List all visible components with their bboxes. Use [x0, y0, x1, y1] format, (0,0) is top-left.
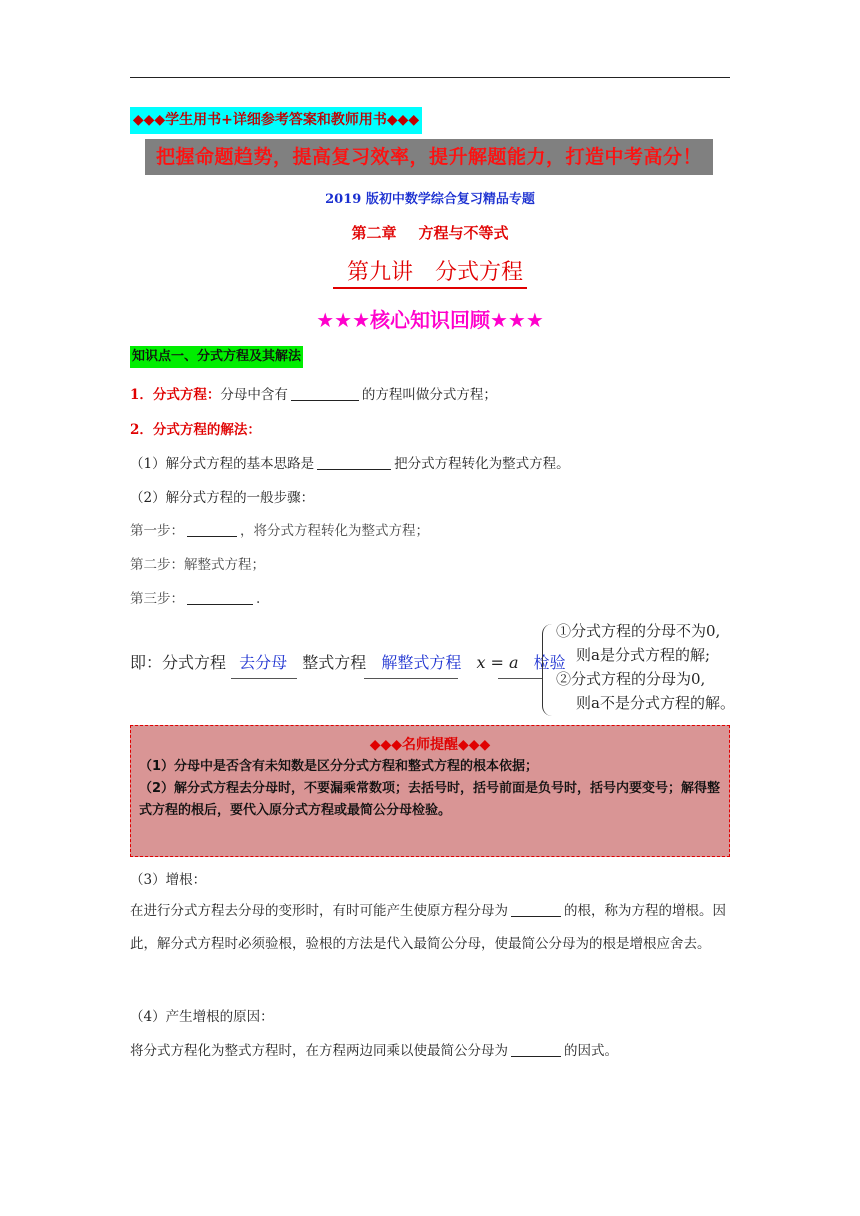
- flow-prefix: 即：分式方程: [130, 653, 227, 672]
- flow-result: x = a: [476, 653, 519, 672]
- lecture-title: 分式方程: [435, 260, 524, 285]
- chapter-title: 方程与不等式: [418, 224, 509, 242]
- fill-blank[interactable]: [511, 902, 561, 917]
- knowledge-point-title: 知识点一、分式方程及其解法: [130, 346, 303, 368]
- flow-arrow-3: [498, 678, 542, 679]
- fill-blank[interactable]: [511, 1042, 561, 1057]
- item-1: 1．分式方程：分母中含有 的方程叫做分式方程；: [130, 387, 497, 403]
- lecture-number: 第九讲: [346, 260, 413, 285]
- sub-item-4: （4）产生增根的原因：: [130, 1009, 274, 1025]
- fill-blank[interactable]: [291, 386, 359, 401]
- chapter-number: 第二章: [351, 224, 397, 242]
- extraneous-root-paragraph: 在进行分式方程去分母的变形时，有时可能产生使原方程分母为 的根，称为方程的增根。因此，解分式方程时必须验根，验根的方法是代入最简公分母，使最简公分母为的根是增根应舍去。: [130, 903, 726, 952]
- series-title: 2019 版初中数学综合复习精品专题: [325, 192, 535, 207]
- cause-paragraph: 将分式方程化为整式方程时，在方程两边同乘以使最简公分母为 的因式。: [130, 1043, 618, 1059]
- sub-item-3: （3）增根：: [130, 872, 207, 888]
- case-2-line-a: ②分式方程的分母为0,: [556, 670, 706, 688]
- tip-title: ◆◆◆名师提醒◆◆◆: [369, 737, 491, 753]
- fill-blank[interactable]: [317, 455, 391, 470]
- item-2: 2．分式方程的解法：: [130, 422, 261, 438]
- case-1-line-a: ①分式方程的分母不为0,: [556, 622, 721, 640]
- step-1: 第一步： ，将分式方程转化为整式方程；: [130, 523, 429, 539]
- tip-line-1: （1）分母中是否含有未知数是区分分式方程和整式方程的根本依据；: [139, 759, 539, 774]
- sub-item-1: （1）解分式方程的基本思路是 把分式方程转化为整式方程。: [130, 456, 570, 472]
- flow-step-clear-denominator: 去分母: [239, 653, 288, 672]
- flow-step-check: 检验: [533, 653, 566, 672]
- flow-step-solve: 解整式方程: [381, 653, 462, 672]
- cases-brace: [542, 624, 555, 716]
- fill-blank[interactable]: [187, 590, 253, 605]
- fill-blank[interactable]: [187, 522, 237, 537]
- flow-arrow-2: [364, 678, 458, 679]
- step-3: 第三步： .: [130, 591, 261, 607]
- case-1-line-b: 则a是分式方程的解;: [576, 646, 710, 664]
- chapter-heading: [0, 222, 860, 243]
- resource-tag: ◆◆◆学生用书+详细参考答案和教师用书◆◆◆: [130, 107, 422, 134]
- flow-mid: 整式方程: [302, 653, 367, 672]
- tip-text: [139, 756, 723, 822]
- teacher-tip-box: [130, 725, 730, 857]
- flow-arrow-1: [231, 678, 297, 679]
- solution-flow: [130, 650, 566, 673]
- tip-line-2: （2）解分式方程去分母时，不要漏乘常数项；去括号时，括号前面是负号时，括号内要变号；解得整式方程的根后，要代入原分式方程或最简公分母检验。: [139, 781, 721, 818]
- sub-item-2: （2）解分式方程的一般步骤：: [130, 490, 315, 506]
- lecture-heading: [0, 255, 860, 286]
- section-banner: ★★★核心知识回顾★★★: [316, 308, 544, 332]
- slogan-banner: 把握命题趋势，提高复习效率，提升解题能力，打造中考高分！: [145, 139, 713, 175]
- step-2: 第二步：解整式方程；: [130, 557, 265, 573]
- case-2-line-b: 则a不是分式方程的解。: [576, 694, 735, 712]
- header-rule: [130, 77, 730, 78]
